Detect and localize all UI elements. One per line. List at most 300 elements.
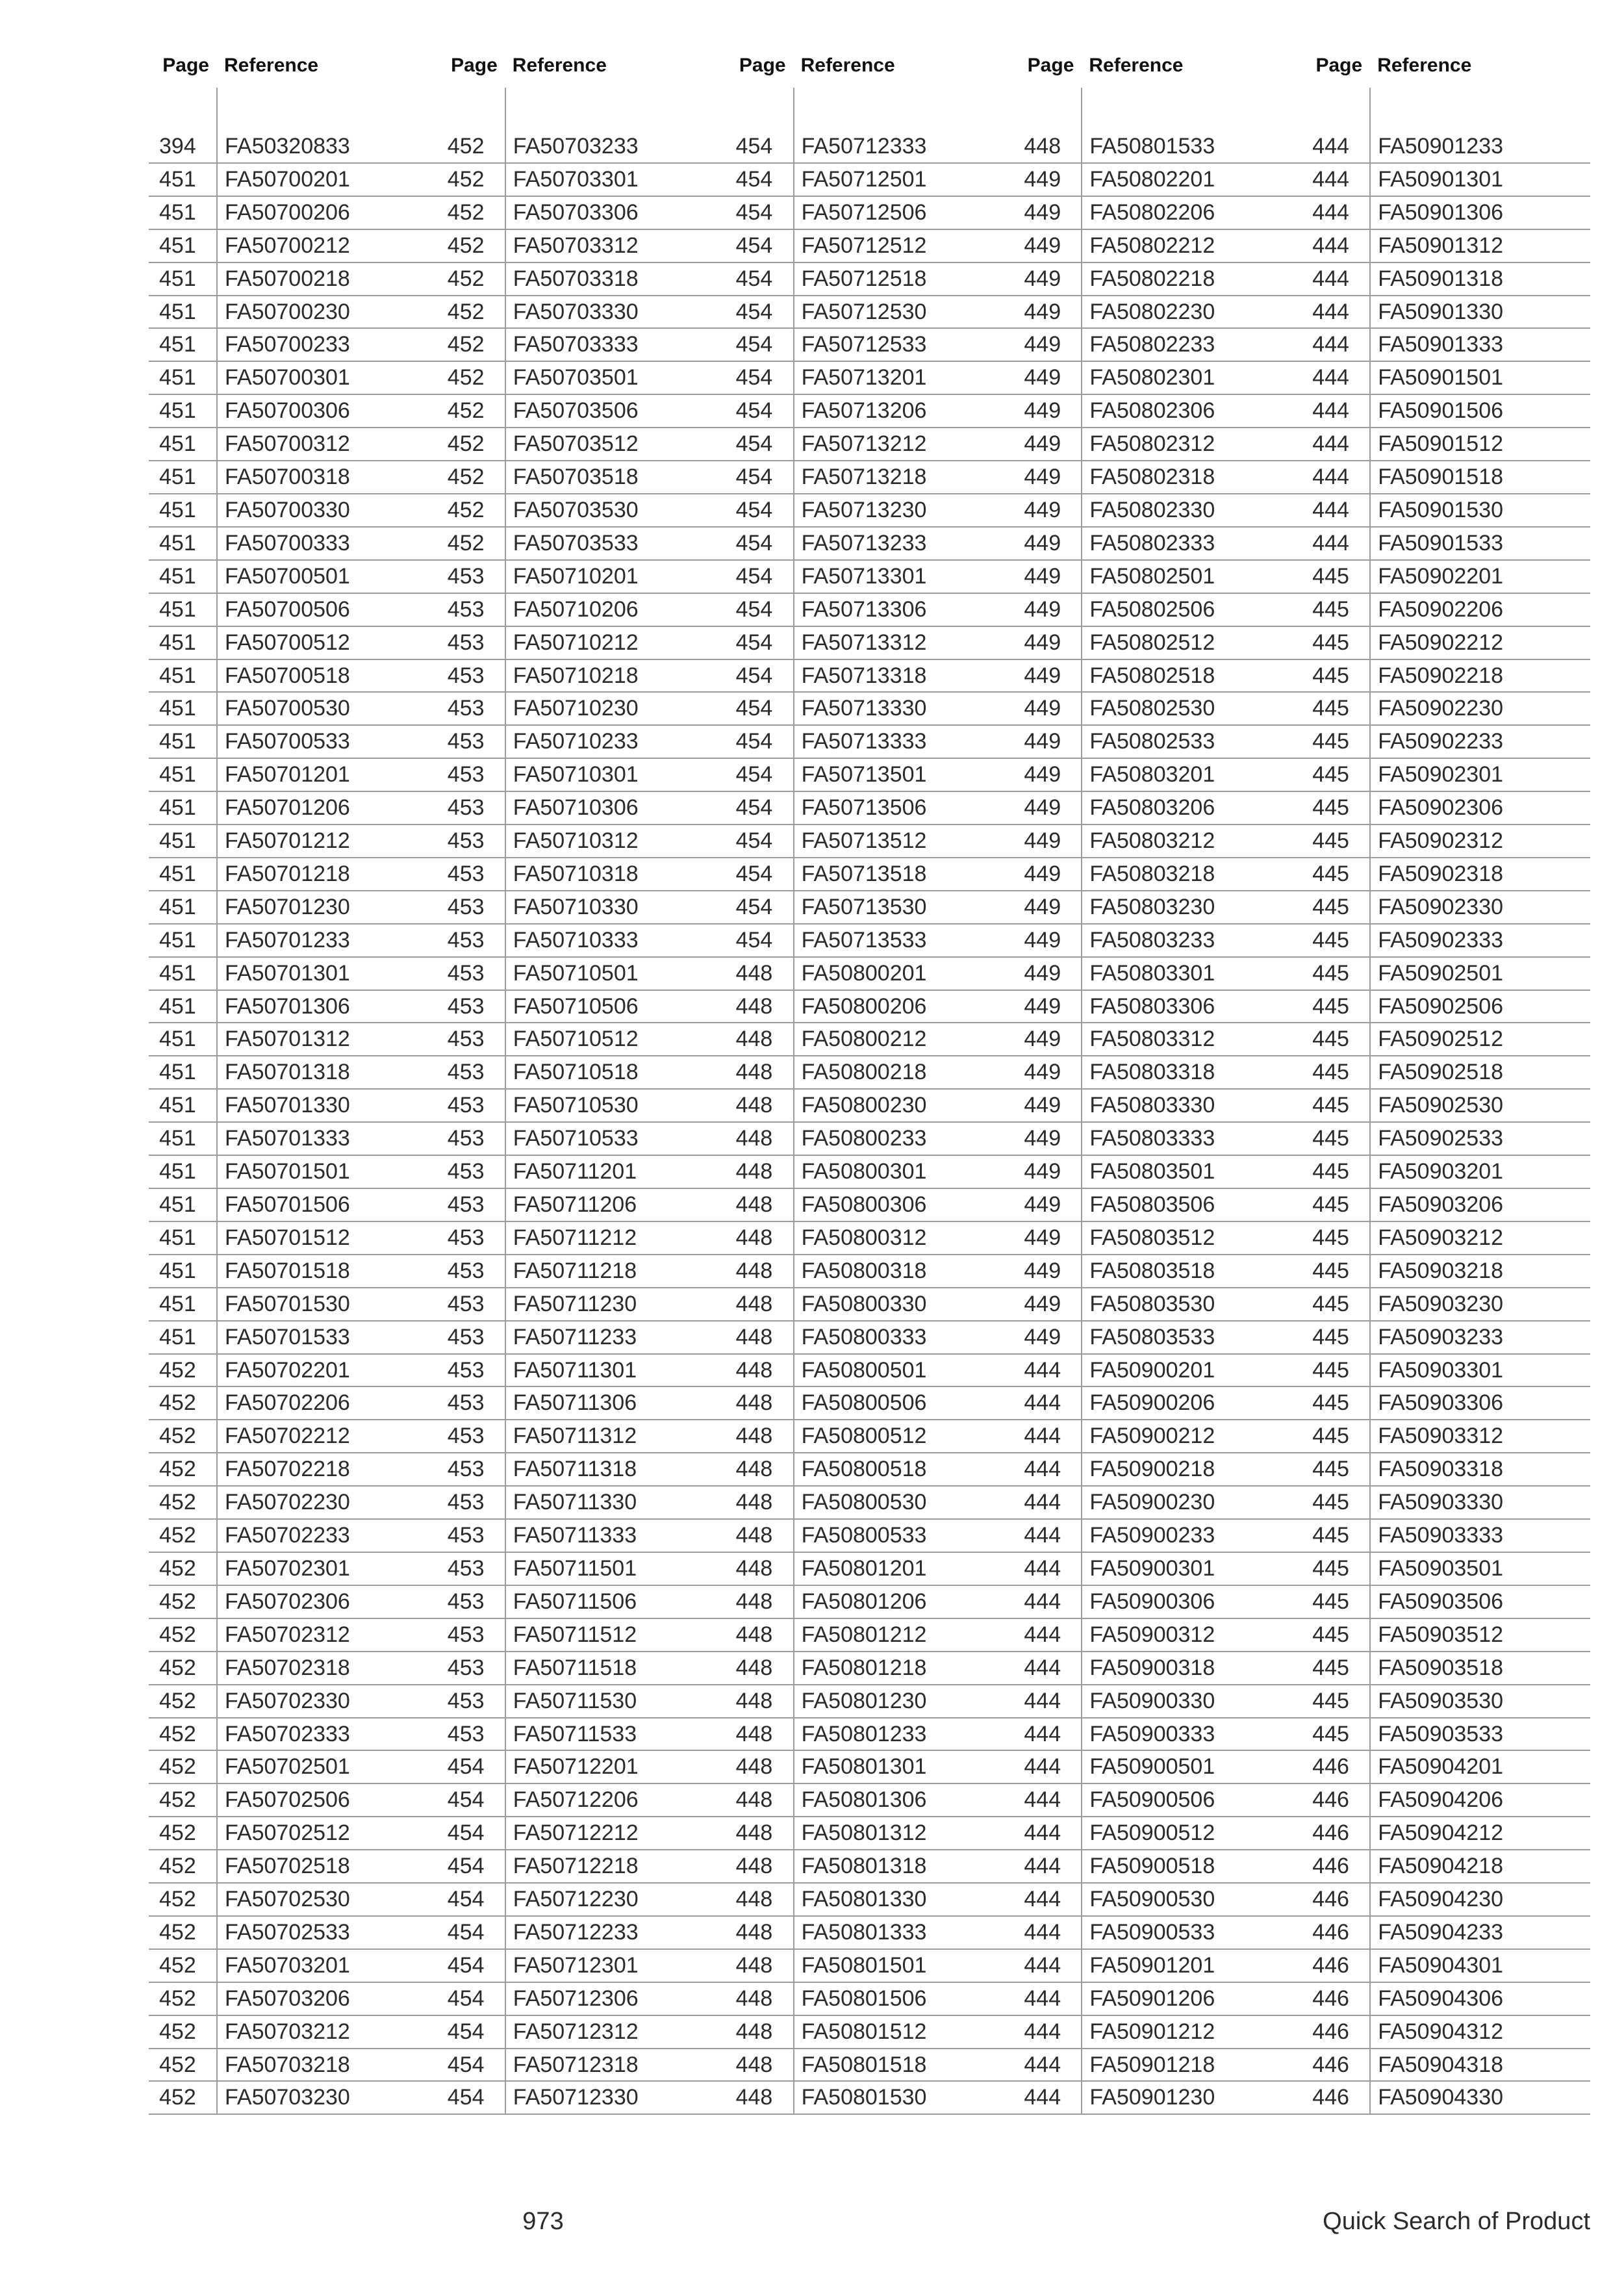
reference-cell: FA50800501	[801, 1357, 927, 1383]
index-row	[726, 991, 1014, 1024]
index-row	[726, 329, 1014, 362]
index-row	[437, 263, 726, 296]
index-row	[1013, 1123, 1302, 1156]
reference-cell: FA50703206	[225, 1986, 350, 2011]
page-number-cell: 448	[735, 1589, 773, 1614]
reference-cell: FA50703306	[513, 199, 639, 225]
reference-cell: FA50901501	[1378, 365, 1504, 390]
index-row	[1302, 428, 1590, 461]
index-row	[1302, 891, 1590, 925]
page-number-cell: 452	[447, 199, 485, 225]
index-row	[1013, 561, 1302, 594]
page-number-cell: 454	[735, 365, 773, 390]
page-number-cell: 449	[1024, 233, 1061, 258]
reference-cell: FA50712318	[513, 2052, 639, 2077]
reference-cell: FA50702318	[225, 1655, 350, 1680]
page-number-cell: 454	[735, 199, 773, 225]
reference-cell: FA50903333	[1378, 1523, 1504, 1548]
reference-cell: FA50703218	[225, 2052, 350, 2077]
page-number-cell: 453	[447, 1721, 485, 1746]
reference-cell: FA50710212	[513, 630, 639, 655]
reference-cell: FA50802518	[1089, 663, 1215, 688]
index-row	[437, 296, 726, 329]
page-number-cell: 452	[447, 431, 485, 457]
index-row	[726, 1850, 1014, 1884]
index-row	[149, 2082, 437, 2115]
index-row	[726, 461, 1014, 494]
page-number-cell: 444	[1312, 299, 1349, 324]
index-row	[1302, 528, 1590, 561]
index-row	[1013, 1156, 1302, 1189]
reference-cell: FA50701230	[225, 894, 350, 919]
index-row	[1013, 1520, 1302, 1553]
index-row	[1302, 693, 1590, 726]
index-row	[1013, 792, 1302, 825]
page-number-cell: 444	[1024, 1952, 1061, 1978]
page-number-cell: 448	[735, 1887, 773, 1912]
page-number-cell: 445	[1312, 1093, 1349, 1118]
page-number-cell: 454	[447, 1820, 485, 1846]
reference-cell: FA50902333	[1378, 927, 1504, 952]
reference-cell: FA50904206	[1378, 1787, 1504, 1813]
reference-cell: FA50711333	[513, 1523, 637, 1548]
index-row	[1302, 395, 1590, 428]
page-number-cell: 448	[735, 1291, 773, 1316]
page-number-cell: 452	[159, 1523, 196, 1548]
index-row	[437, 1189, 726, 1222]
index-row	[149, 1387, 437, 1420]
index-row	[149, 2016, 437, 2049]
page-number-cell: 448	[735, 1159, 773, 1184]
reference-cell: FA50701333	[225, 1126, 350, 1151]
index-row	[1013, 627, 1302, 660]
page-number-cell: 453	[447, 1390, 485, 1416]
page-number-cell: 453	[447, 1159, 485, 1184]
reference-cell: FA50904201	[1378, 1754, 1504, 1780]
page-number-cell: 451	[159, 563, 196, 589]
reference-cell: FA50701533	[225, 1324, 350, 1349]
reference-cell: FA50901306	[1378, 199, 1504, 225]
reference-cell: FA50902518	[1378, 1060, 1504, 1085]
reference-cell: FA50900206	[1089, 1390, 1215, 1416]
reference-cell: FA50800206	[801, 993, 927, 1019]
index-row	[1013, 263, 1302, 296]
page-number-cell: 444	[1024, 1424, 1061, 1449]
reference-cell: FA50801333	[801, 1919, 927, 1945]
index-row	[437, 1553, 726, 1586]
page-number-cell: 448	[735, 1555, 773, 1581]
index-row	[437, 1884, 726, 1917]
page-number-cell: 451	[159, 795, 196, 821]
reference-cell: FA50711330	[513, 1490, 637, 1515]
reference-cell: FA50710512	[513, 1027, 639, 1052]
page-number-cell: 454	[447, 1986, 485, 2011]
index-row	[1302, 1751, 1590, 1784]
reference-cell: FA50710233	[513, 729, 639, 754]
page-number-cell: 444	[1312, 497, 1349, 522]
reference-column-header: Reference	[800, 55, 895, 76]
index-row	[1302, 2082, 1590, 2115]
reference-cell: FA50903201	[1378, 1159, 1504, 1184]
index-row	[726, 891, 1014, 925]
index-row	[726, 726, 1014, 759]
index-row	[1302, 1387, 1590, 1420]
index-row	[726, 1090, 1014, 1123]
index-row	[149, 1685, 437, 1718]
page-number-cell: 451	[159, 365, 196, 390]
page-number-cell: 445	[1312, 762, 1349, 787]
page-number-cell: 449	[1024, 299, 1061, 324]
index-row	[437, 230, 726, 263]
page-number-cell: 445	[1312, 1192, 1349, 1217]
page-number-cell: 451	[159, 596, 196, 622]
index-row	[726, 362, 1014, 395]
page-number-cell: 449	[1024, 166, 1061, 192]
index-row	[1302, 1917, 1590, 1950]
reference-cell: FA50700306	[225, 398, 350, 424]
reference-cell: FA50702212	[225, 1424, 350, 1449]
reference-cell: FA50902530	[1378, 1093, 1504, 1118]
reference-cell: FA50701233	[225, 927, 350, 952]
reference-cell: FA50712333	[801, 134, 927, 159]
reference-cell: FA50700333	[225, 530, 350, 556]
index-row	[726, 494, 1014, 528]
index-row	[1302, 594, 1590, 627]
page-number-cell: 449	[1024, 431, 1061, 457]
reference-cell: FA50901530	[1378, 497, 1504, 522]
page-column-header: Page	[1315, 55, 1363, 76]
reference-cell: FA50700312	[225, 431, 350, 457]
page-number-cell: 445	[1312, 563, 1349, 589]
page-number-cell: 454	[447, 1854, 485, 1879]
index-row	[149, 1983, 437, 2016]
page-number-cell: 445	[1312, 993, 1349, 1019]
page-number-cell: 452	[447, 365, 485, 390]
page-number-cell: 449	[1024, 332, 1061, 357]
index-row	[726, 958, 1014, 991]
page-number-cell: 444	[1024, 1854, 1061, 1879]
page-number-cell: 445	[1312, 1655, 1349, 1680]
reference-cell: FA50801501	[801, 1952, 927, 1978]
reference-cell: FA50902218	[1378, 663, 1504, 688]
index-row	[1302, 1453, 1590, 1487]
page-number-cell: 454	[735, 762, 773, 787]
reference-cell: FA50702301	[225, 1555, 350, 1581]
page-number-cell: 444	[1024, 1457, 1061, 1482]
index-row	[149, 1751, 437, 1784]
reference-cell: FA50711530	[513, 1688, 637, 1713]
index-row	[1302, 1322, 1590, 1355]
page-number-cell: 445	[1312, 1159, 1349, 1184]
index-row	[1302, 1288, 1590, 1322]
reference-cell: FA50713230	[801, 497, 927, 522]
footer-section-title: Quick Search of Product	[1323, 2208, 1590, 2235]
reference-cell: FA50901218	[1089, 2052, 1215, 2077]
index-row	[1302, 164, 1590, 197]
reference-cell: FA50801306	[801, 1787, 927, 1813]
reference-cell: FA50801530	[801, 2085, 927, 2110]
index-row	[1302, 660, 1590, 693]
page-number-cell: 454	[735, 696, 773, 721]
index-row	[437, 2016, 726, 2049]
reference-cell: FA50803201	[1089, 762, 1215, 787]
reference-cell: FA50902301	[1378, 762, 1504, 787]
page-number-cell: 446	[1312, 1952, 1349, 1978]
reference-cell: FA50803233	[1089, 927, 1215, 952]
index-row	[726, 1023, 1014, 1056]
page-number-cell: 451	[159, 630, 196, 655]
page-number-cell: 445	[1312, 1225, 1349, 1250]
page-number-cell: 451	[159, 861, 196, 886]
index-row	[726, 792, 1014, 825]
page-number-cell: 451	[159, 1225, 196, 1250]
reference-cell: FA50711218	[513, 1258, 637, 1283]
reference-cell: FA50903533	[1378, 1721, 1504, 1746]
page-number-cell: 453	[447, 861, 485, 886]
page-number-cell: 453	[447, 1060, 485, 1085]
reference-cell: FA50710330	[513, 894, 639, 919]
index-row	[1302, 1619, 1590, 1652]
page-number-cell: 448	[735, 1952, 773, 1978]
reference-cell: FA50902506	[1378, 993, 1504, 1019]
reference-cell: FA50712518	[801, 266, 927, 291]
page-number-cell: 445	[1312, 1060, 1349, 1085]
page-number-cell: 448	[735, 1688, 773, 1713]
reference-cell: FA50803218	[1089, 861, 1215, 886]
page-number-cell: 454	[447, 2019, 485, 2044]
page-number-cell: 452	[447, 497, 485, 522]
page-number-cell: 448	[735, 1192, 773, 1217]
index-row	[1013, 1950, 1302, 1983]
index-row	[726, 1751, 1014, 1784]
reference-cell: FA50900318	[1089, 1655, 1215, 1680]
page-number-cell: 448	[735, 1919, 773, 1945]
reference-cell: FA50703230	[225, 2085, 350, 2110]
reference-cell: FA50904306	[1378, 1986, 1504, 2011]
reference-cell: FA50903506	[1378, 1589, 1504, 1614]
page-number-cell: 451	[159, 1324, 196, 1349]
reference-cell: FA50710533	[513, 1126, 639, 1151]
reference-cell: FA50800233	[801, 1126, 927, 1151]
reference-cell: FA50901301	[1378, 166, 1504, 192]
page-number-cell: 449	[1024, 993, 1061, 1019]
reference-cell: FA50902206	[1378, 596, 1504, 622]
index-row	[1013, 1090, 1302, 1123]
page-number-cell: 451	[159, 1093, 196, 1118]
index-row	[149, 1850, 437, 1884]
reference-cell: FA50701218	[225, 861, 350, 886]
page-number-cell: 452	[447, 398, 485, 424]
reference-cell: FA50712218	[513, 1854, 639, 1879]
reference-cell: FA50801233	[801, 1721, 927, 1746]
page-number-cell: 445	[1312, 1721, 1349, 1746]
index-row	[437, 1023, 726, 1056]
reference-cell: FA50803312	[1089, 1027, 1215, 1052]
page-number-cell: 454	[447, 2085, 485, 2110]
reference-cell: FA50712533	[801, 332, 927, 357]
index-row	[1013, 891, 1302, 925]
reference-cell: FA50713333	[801, 729, 927, 754]
reference-cell: FA50801218	[801, 1655, 927, 1680]
page-number-cell: 445	[1312, 828, 1349, 854]
index-row	[437, 1222, 726, 1255]
page-number-cell: 444	[1024, 1754, 1061, 1780]
reference-cell: FA50800230	[801, 1093, 927, 1118]
reference-cell: FA50713212	[801, 431, 927, 457]
reference-cell: FA50702506	[225, 1787, 350, 1813]
page-number-cell: 451	[159, 233, 196, 258]
index-row	[149, 494, 437, 528]
page-number-cell: 453	[447, 762, 485, 787]
reference-cell: FA50710218	[513, 663, 639, 688]
column-group	[1302, 0, 1590, 2118]
index-row	[149, 1222, 437, 1255]
page-number-cell: 394	[159, 134, 196, 159]
index-row	[149, 561, 437, 594]
reference-cell: FA50703318	[513, 266, 639, 291]
reference-cell: FA50701506	[225, 1192, 350, 1217]
index-row	[1302, 362, 1590, 395]
page-number-cell: 453	[447, 1027, 485, 1052]
index-row	[1013, 693, 1302, 726]
index-row	[1302, 1156, 1590, 1189]
page-number-cell: 444	[1312, 398, 1349, 424]
index-row	[1302, 858, 1590, 891]
index-row	[726, 858, 1014, 891]
page-number-cell: 454	[735, 332, 773, 357]
index-row	[149, 759, 437, 792]
page-number-cell: 444	[1312, 233, 1349, 258]
reference-cell: FA50801512	[801, 2019, 927, 2044]
page-number-cell: 446	[1312, 1986, 1349, 2011]
page-number-cell: 446	[1312, 2085, 1349, 2110]
page-number-cell: 449	[1024, 199, 1061, 225]
index-row	[149, 958, 437, 991]
reference-cell: FA50701206	[225, 795, 350, 821]
index-row	[1302, 759, 1590, 792]
page-number-cell: 453	[447, 894, 485, 919]
page-number-cell: 451	[159, 332, 196, 357]
reference-cell: FA50800533	[801, 1523, 927, 1548]
reference-cell: FA50702312	[225, 1622, 350, 1647]
page-column-header: Page	[451, 55, 498, 76]
index-row	[1013, 1751, 1302, 1784]
page-number-cell: 446	[1312, 1887, 1349, 1912]
page-number-cell: 445	[1312, 1622, 1349, 1647]
page-number-cell: 449	[1024, 1324, 1061, 1349]
page-number-cell: 454	[735, 266, 773, 291]
reference-cell: FA50901233	[1378, 134, 1504, 159]
page-number-cell: 445	[1312, 960, 1349, 986]
index-row	[149, 528, 437, 561]
index-row	[149, 1056, 437, 1090]
page-number-cell: 448	[735, 1258, 773, 1283]
index-row	[1013, 1189, 1302, 1222]
index-row	[1013, 660, 1302, 693]
page-number-cell: 448	[735, 1225, 773, 1250]
index-row	[437, 726, 726, 759]
page-number-cell: 451	[159, 299, 196, 324]
index-row	[149, 693, 437, 726]
row-list	[726, 131, 1014, 2115]
index-row	[437, 1453, 726, 1487]
reference-cell: FA50702330	[225, 1688, 350, 1713]
index-row	[1013, 958, 1302, 991]
reference-cell: FA50802306	[1089, 398, 1215, 424]
index-row	[726, 1222, 1014, 1255]
index-row	[726, 1917, 1014, 1950]
reference-cell: FA50902212	[1378, 630, 1504, 655]
index-row	[726, 1685, 1014, 1718]
index-row	[1013, 1917, 1302, 1950]
reference-index-table	[149, 0, 1590, 2144]
page-number-cell: 451	[159, 927, 196, 952]
page-number-cell: 452	[447, 465, 485, 490]
reference-cell: FA50703501	[513, 365, 639, 390]
page-number-cell: 453	[447, 927, 485, 952]
reference-cell: FA50802312	[1089, 431, 1215, 457]
reference-cell: FA50901512	[1378, 431, 1504, 457]
reference-cell: FA50802501	[1089, 563, 1215, 589]
reference-cell: FA50902533	[1378, 1126, 1504, 1151]
reference-cell: FA50713218	[801, 465, 927, 490]
index-row	[1013, 1850, 1302, 1884]
index-row	[1302, 131, 1590, 164]
reference-cell: FA50803333	[1089, 1126, 1215, 1151]
page-number-cell: 454	[447, 2052, 485, 2077]
reference-cell: FA50903530	[1378, 1688, 1504, 1713]
page-number-cell: 449	[1024, 1291, 1061, 1316]
index-row	[1013, 131, 1302, 164]
page-number-cell: 451	[159, 1126, 196, 1151]
page-number-cell: 452	[159, 1820, 196, 1846]
page-number-cell: 454	[735, 861, 773, 886]
index-row	[149, 1255, 437, 1288]
page-number-cell: 449	[1024, 828, 1061, 854]
page-number-cell: 445	[1312, 795, 1349, 821]
page-number-cell: 453	[447, 1688, 485, 1713]
reference-cell: FA50801533	[1089, 134, 1215, 159]
index-row	[1013, 1553, 1302, 1586]
page-number-cell: 449	[1024, 497, 1061, 522]
index-row	[437, 1322, 726, 1355]
index-row	[1302, 1817, 1590, 1850]
index-row	[1302, 296, 1590, 329]
reference-cell: FA50701330	[225, 1093, 350, 1118]
reference-cell: FA50903212	[1378, 1225, 1504, 1250]
reference-cell: FA50902230	[1378, 696, 1504, 721]
index-row	[437, 561, 726, 594]
page-number-cell: 453	[447, 1457, 485, 1482]
page-number-cell: 448	[735, 1324, 773, 1349]
page-number-cell: 453	[447, 1523, 485, 1548]
reference-cell: FA50701512	[225, 1225, 350, 1250]
page-number-cell: 444	[1312, 530, 1349, 556]
reference-cell: FA50703512	[513, 431, 639, 457]
reference-cell: FA50904233	[1378, 1919, 1504, 1945]
page-number-cell: 453	[447, 1192, 485, 1217]
reference-cell: FA50901333	[1378, 332, 1504, 357]
index-row	[1302, 2049, 1590, 2082]
page-number-cell: 444	[1024, 1986, 1061, 2011]
page-number-cell: 445	[1312, 1589, 1349, 1614]
index-row	[726, 925, 1014, 958]
page-number-cell: 454	[735, 530, 773, 556]
index-row	[1013, 858, 1302, 891]
reference-cell: FA50701301	[225, 960, 350, 986]
page-number-cell: 453	[447, 960, 485, 986]
index-row	[1302, 1553, 1590, 1586]
